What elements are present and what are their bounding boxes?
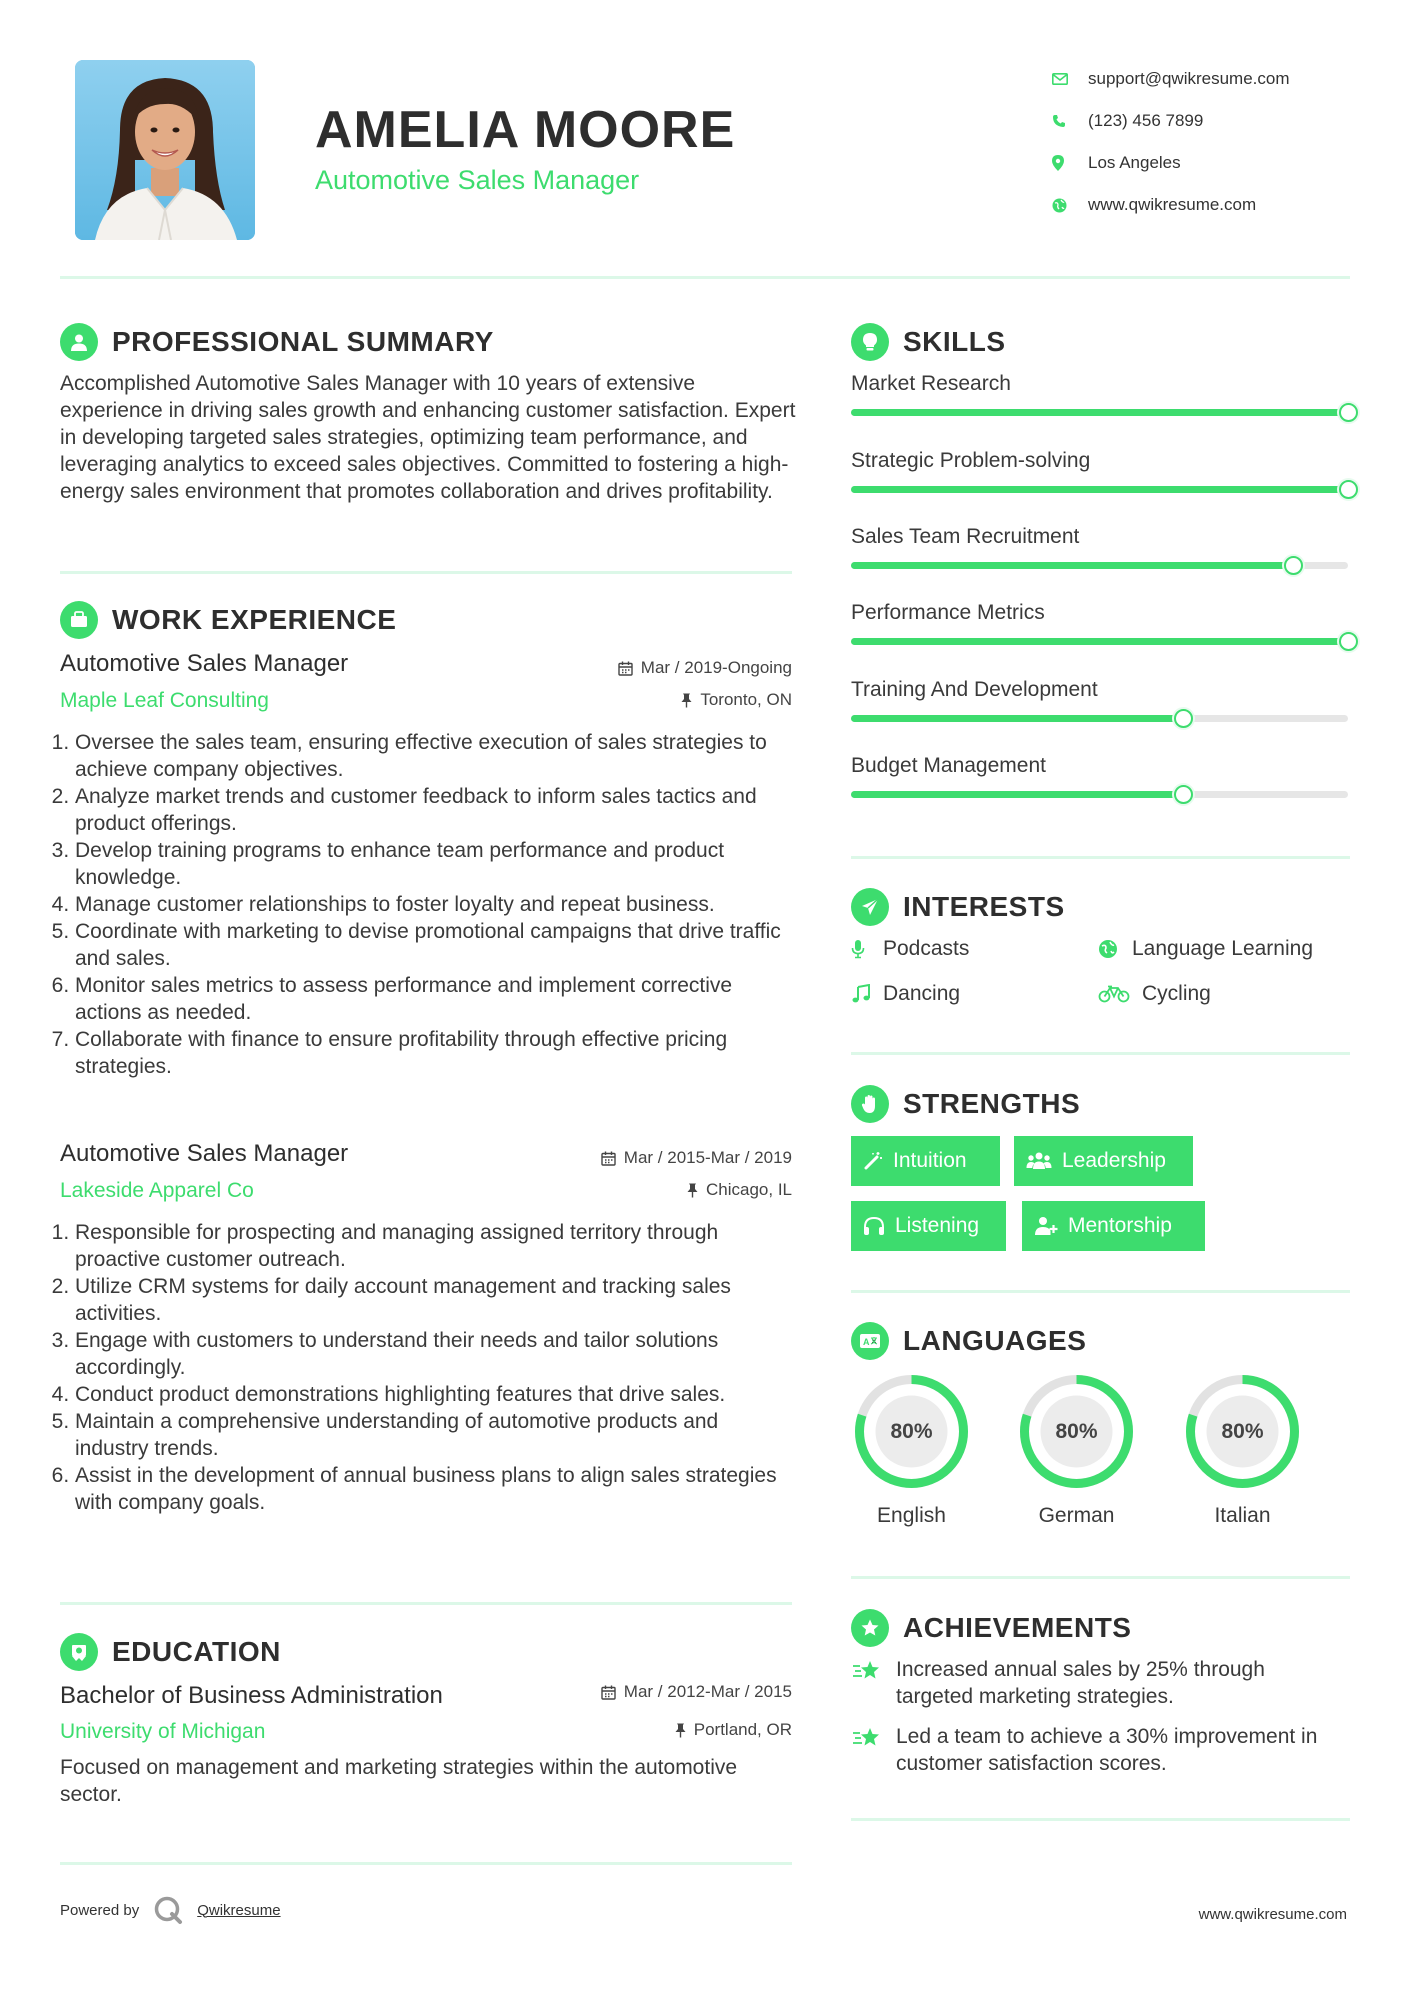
skill-item — [851, 754, 1351, 778]
list-item: 4. Conduct product demonstrations highlighting features that drive sales. — [75, 1381, 796, 1408]
language-ring — [1014, 1369, 1139, 1494]
work-title: WORK EXPERIENCE — [112, 604, 397, 635]
star-badge-icon — [851, 1609, 889, 1647]
contact-website[interactable] — [1050, 184, 1380, 226]
contact-website-text: www.qwikresume.com — [1088, 195, 1257, 214]
skill-item — [851, 449, 1351, 473]
interest-item — [851, 982, 960, 1006]
education-location — [500, 1720, 792, 1740]
education-date — [500, 1682, 792, 1702]
education-title: EDUCATION — [112, 1636, 281, 1667]
skills-title: SKILLS — [903, 326, 1006, 357]
achievement-text: Led a team to achieve a 30% improvement in customer satisfaction scores. — [896, 1725, 1318, 1775]
skill-label: Sales Team Recruitment — [851, 525, 1080, 548]
footer-website[interactable]: www.qwikresume.com — [1198, 1906, 1347, 1923]
skill-knob — [1174, 785, 1193, 804]
user-icon — [60, 323, 98, 361]
interest-label: Language Learning — [1132, 937, 1314, 960]
interest-label: Podcasts — [883, 937, 970, 960]
interests-heading — [851, 888, 1065, 926]
work-divider — [60, 1602, 792, 1605]
job-2-location-text: Chicago, IL — [706, 1180, 792, 1199]
language-percent: 80% — [1221, 1419, 1264, 1443]
svg-text:A: A — [863, 1337, 870, 1347]
strengths-divider — [851, 1290, 1350, 1293]
microphone-icon — [851, 939, 883, 959]
work-heading — [60, 601, 396, 639]
skill-fill — [851, 409, 1348, 416]
list-item: 4. Manage customer relationships to foster loyalty and repeat business. — [75, 891, 796, 918]
skill-bar — [851, 791, 1348, 798]
skill-label: Budget Management — [851, 754, 1046, 777]
job-1-company: Maple Leaf Consulting — [60, 689, 269, 712]
raised-hand-icon — [851, 1085, 889, 1123]
pushpin-icon — [681, 693, 692, 708]
qwikresume-logo-icon — [153, 1895, 183, 1925]
skills-heading — [851, 323, 1006, 361]
interest-label: Cycling — [1142, 982, 1211, 1005]
job-1-location — [500, 690, 792, 710]
language-item — [1180, 1369, 1305, 1528]
language-item — [1014, 1369, 1139, 1528]
calendar-icon — [601, 1151, 616, 1166]
strengths-heading — [851, 1085, 1080, 1123]
powered-by-text: Powered by — [60, 1901, 140, 1919]
lightbulb-icon — [851, 323, 889, 361]
skill-fill — [851, 486, 1348, 493]
school-name: University of Michigan — [60, 1720, 266, 1743]
strength-label: Intuition — [893, 1149, 967, 1172]
list-item: 1. Oversee the sales team, ensuring effective execution of sales strategies to achieve company objectives. — [75, 729, 796, 783]
interest-item — [851, 937, 969, 961]
job-1-date-text: Mar / 2019-Ongoing — [640, 658, 792, 677]
skill-bar — [851, 409, 1348, 416]
contact-email[interactable] — [1050, 58, 1380, 100]
contact-phone-text: (123) 456 7899 — [1088, 111, 1204, 130]
skill-knob — [1339, 480, 1358, 499]
languages-title: LANGUAGES — [903, 1325, 1087, 1356]
education-divider — [60, 1862, 792, 1865]
profile-photo-illustration — [75, 60, 255, 240]
calendar-icon — [618, 661, 633, 676]
strength-tag-mentorship — [1022, 1201, 1205, 1251]
interests-divider — [851, 1052, 1350, 1055]
bicycle-icon — [1098, 985, 1142, 1003]
list-item: 7. Collaborate with finance to ensure profitability through effective pricing strategies. — [75, 1026, 796, 1080]
summary-heading — [60, 323, 494, 361]
list-item: 6. Assist in the development of annual business plans to align sales strategies with company goals. — [75, 1462, 796, 1516]
qwikresume-link[interactable]: Qwikresume — [197, 1901, 281, 1919]
contact-email-text: support@qwikresume.com — [1088, 69, 1290, 88]
skill-fill — [851, 791, 1184, 798]
graduation-cap-icon — [60, 1633, 98, 1671]
skill-knob — [1174, 709, 1193, 728]
job-1-location-text: Toronto, ON — [700, 690, 792, 709]
language-name: Italian — [1214, 1504, 1271, 1527]
skill-knob — [1339, 632, 1358, 651]
language-name: English — [877, 1504, 946, 1527]
contact-location-text: Los Angeles — [1088, 153, 1181, 172]
language-percent: 80% — [890, 1419, 933, 1443]
user-plus-icon — [1034, 1216, 1058, 1236]
language-ring — [1180, 1369, 1305, 1494]
language-item — [849, 1369, 974, 1528]
interest-label: Dancing — [883, 982, 961, 1005]
achievements-title: ACHIEVEMENTS — [903, 1612, 1132, 1643]
pushpin-icon — [687, 1183, 698, 1198]
language-name: German — [1038, 1504, 1115, 1527]
strength-label: Listening — [895, 1214, 980, 1237]
interest-item — [1098, 937, 1313, 961]
globe-icon — [1098, 939, 1132, 959]
skill-label: Performance Metrics — [851, 601, 1045, 624]
envelope-icon — [1050, 73, 1088, 85]
skills-divider — [851, 856, 1350, 859]
skill-fill — [851, 562, 1293, 569]
strength-tag-listening — [851, 1201, 1006, 1251]
calendar-icon — [601, 1685, 616, 1700]
list-item: 2. Analyze market trends and customer feedback to inform sales tactics and product offerings. — [75, 783, 796, 837]
skill-bar — [851, 562, 1348, 569]
summary-divider — [60, 571, 792, 574]
magic-wand-icon — [863, 1151, 883, 1171]
language-icon — [851, 1322, 889, 1360]
list-item: 6. Monitor sales metrics to assess performance and implement corrective actions as needed. — [75, 972, 796, 1026]
achievement-item — [851, 1656, 1351, 1710]
group-icon — [1026, 1151, 1052, 1171]
language-ring — [849, 1369, 974, 1494]
candidate-name: AMELIA MOORE — [315, 101, 736, 159]
skill-fill — [851, 638, 1348, 645]
candidate-title: Automotive Sales Manager — [315, 165, 640, 195]
languages-divider — [851, 1576, 1350, 1579]
strengths-title: STRENGTHS — [903, 1088, 1081, 1119]
phone-icon — [1050, 114, 1088, 128]
skill-fill — [851, 715, 1184, 722]
list-item: 5. Maintain a comprehensive understanding of automotive products and industry trends. — [75, 1408, 796, 1462]
music-note-icon — [851, 984, 883, 1004]
language-percent: 80% — [1055, 1419, 1098, 1443]
headphones-icon — [863, 1216, 885, 1236]
education-description: Focused on management and marketing strategies within the automotive sector. — [60, 1756, 738, 1806]
achievements-heading — [851, 1609, 1131, 1647]
skill-item — [851, 372, 1351, 396]
job-2-date-text: Mar / 2015-Mar / 2019 — [623, 1148, 792, 1167]
job-2-title: Automotive Sales Manager — [60, 1140, 349, 1167]
list-item: 2. Utilize CRM systems for daily account management and tracking sales activities. — [75, 1273, 796, 1327]
job-2-duties — [56, 1219, 796, 1516]
summary-title: PROFESSIONAL SUMMARY — [112, 326, 494, 357]
skill-knob — [1339, 403, 1358, 422]
achievements-divider — [851, 1818, 1350, 1821]
skill-item — [851, 525, 1351, 549]
interests-title: INTERESTS — [903, 891, 1065, 922]
skill-label: Training And Development — [851, 678, 1098, 701]
job-1-date — [500, 658, 792, 678]
skill-knob — [1284, 556, 1303, 575]
globe-icon — [1050, 198, 1088, 213]
list-item: 3. Engage with customers to understand their needs and tailor solutions accordingly. — [75, 1327, 796, 1381]
strength-tag-leadership — [1014, 1136, 1193, 1186]
summary-text: Accomplished Automotive Sales Manager with 10 years of extensive experience in driving sales growth and enhancing customer satisfaction. Expert in developing targeted sales strategies, optimizing team performance, and leveraging analytics to exceed sales objectives. Committed to fostering a high-energy sales environment that promotes collaboration and drives profitability. — [60, 372, 796, 503]
skill-bar — [851, 715, 1348, 722]
job-1-title: Automotive Sales Manager — [60, 650, 349, 677]
skill-label: Strategic Problem-solving — [851, 449, 1091, 472]
briefcase-icon — [60, 601, 98, 639]
education-heading — [60, 1633, 281, 1671]
skill-bar — [851, 638, 1348, 645]
languages-heading — [851, 1322, 1086, 1360]
list-item: 3. Develop training programs to enhance team performance and product knowledge. — [75, 837, 796, 891]
achievement-item — [851, 1723, 1351, 1777]
job-2-date — [500, 1148, 792, 1168]
skill-label: Market Research — [851, 372, 1011, 395]
education-location-text: Portland, OR — [693, 1720, 792, 1739]
list-item: 5. Coordinate with marketing to devise promotional campaigns that drive traffic and sales. — [75, 918, 796, 972]
strength-label: Mentorship — [1068, 1214, 1172, 1237]
strength-tag-intuition — [851, 1136, 1000, 1186]
profile-photo — [75, 60, 255, 240]
strength-label: Leadership — [1062, 1149, 1166, 1172]
degree-title: Bachelor of Business Administration — [60, 1682, 443, 1709]
map-pin-icon — [1050, 155, 1088, 171]
contact-info — [1050, 58, 1380, 226]
skill-item — [851, 678, 1351, 702]
interest-item — [1098, 982, 1211, 1006]
skill-bar — [851, 486, 1348, 493]
footer-powered-by — [60, 1895, 281, 1925]
header-divider — [60, 276, 1350, 279]
job-2-location — [500, 1180, 792, 1200]
star-icon — [851, 1723, 896, 1777]
job-2-company: Lakeside Apparel Co — [60, 1179, 254, 1202]
contact-phone[interactable] — [1050, 100, 1380, 142]
job-1-duties — [56, 729, 796, 1080]
contact-location — [1050, 142, 1380, 184]
pushpin-icon — [675, 1723, 686, 1738]
achievement-text: Increased annual sales by 25% through targeted marketing strategies. — [896, 1658, 1265, 1708]
paper-plane-icon — [851, 888, 889, 926]
star-icon — [851, 1656, 896, 1710]
education-date-text: Mar / 2012-Mar / 2015 — [623, 1682, 792, 1701]
list-item: 1. Responsible for prospecting and managing assigned territory through proactive customer outreach. — [75, 1219, 796, 1273]
skill-item — [851, 601, 1351, 625]
